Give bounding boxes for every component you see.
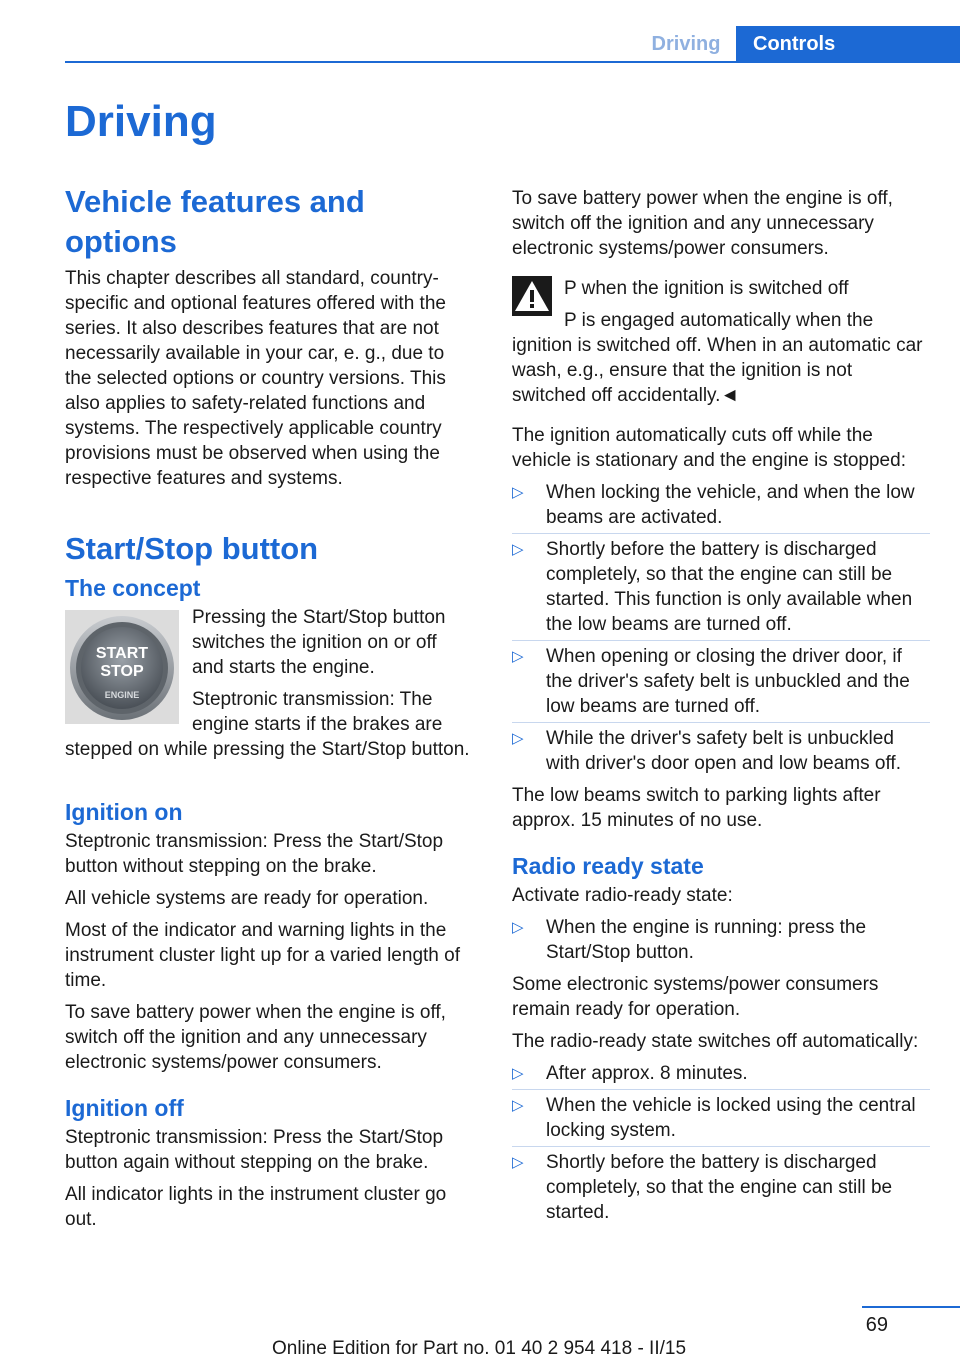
radio-activate-intro: Activate radio-ready state: <box>512 885 733 906</box>
list-item <box>512 1093 930 1143</box>
radio-ready-heading: Radio ready state <box>512 853 704 879</box>
header-tab-controls[interactable]: Controls <box>736 26 960 62</box>
battery-intro: To save battery power when the engine is off, switch off the ignition and any unnecessary electronic systems/power consumers. <box>512 188 893 259</box>
start-stop-button-icon <box>65 610 179 724</box>
bullet-triangle-icon: ▷ <box>512 541 524 558</box>
bullet-triangle-icon: ▷ <box>512 1097 524 1114</box>
list-item-text: When the engine is running: press the Start/Stop button. <box>546 917 867 963</box>
list-item-text: While the driver's safety belt is unbuckled with driver's door open and low beams off. <box>546 728 901 774</box>
vehicle-features-body: This chapter describes all standard, country-specific and optional features offered with the series. It also describes features that are not necessarily available in your car, e. g., due to the selected options or country versions. This also applies to safety-related functions and systems. The respectively applicable country provisions must be observed when using the respective features and systems. <box>65 268 446 489</box>
list-item-text: When locking the vehicle, and when the low beams are activated. <box>546 482 915 528</box>
ignition-on-p4: To save battery power when the engine is off, switch off the ignition and any unnecessary electronic systems/power consumers. <box>65 1002 446 1073</box>
header-tab-driving[interactable]: Driving <box>651 33 721 55</box>
start-stop-heading: Start/Stop button <box>65 531 319 566</box>
ignition-off-p1: Steptronic transmission: Press the Start/Stop button again without stepping on the brake. <box>65 1127 444 1173</box>
ignition-off-p2: All indicator lights in the instrument cluster go out. <box>65 1184 447 1230</box>
page-title: Driving <box>65 97 217 146</box>
list-item-text: When the vehicle is locked using the central locking system. <box>546 1095 916 1141</box>
list-item <box>512 537 930 637</box>
header-divider <box>65 61 960 63</box>
footer-divider <box>862 1306 960 1308</box>
concept-section <box>65 573 473 769</box>
radio-off-intro: The radio-ready state switches off automatically: <box>512 1031 919 1052</box>
warning-title: P when the ignition is switched off <box>564 278 849 299</box>
vehicle-features-heading: Vehicle features and options <box>65 184 365 259</box>
list-item <box>512 1150 930 1225</box>
bullet-triangle-icon: ▷ <box>512 648 524 665</box>
list-item <box>512 480 930 530</box>
bullet-triangle-icon: ▷ <box>512 730 524 747</box>
bullet-triangle-icon: ▷ <box>512 919 524 936</box>
ignition-on-p1: Steptronic transmission: Press the Start/Stop button without stepping on the brake. <box>65 831 444 877</box>
ignition-on-p2: All vehicle systems are ready for operation. <box>65 888 429 909</box>
ignition-off-heading: Ignition off <box>65 1095 184 1121</box>
warning-body: P is engaged automatically when the ignition is switched off. When in an automatic car wash, e.g., ensure that the ignition is not switched off accidentally.◄ <box>512 310 923 406</box>
bullet-triangle-icon: ▷ <box>512 484 524 501</box>
auto-cutoff-intro: The ignition automatically cuts off while the vehicle is stationary and the engine is stopped: <box>512 425 906 471</box>
edition-footer: Online Edition for Part no. 01 40 2 954 418 - II/15 <box>271 1338 687 1359</box>
image-label-engine: ENGINE <box>104 690 140 700</box>
list-item-text: After approx. 8 minutes. <box>546 1063 748 1084</box>
right-column <box>512 186 930 1232</box>
bullet-triangle-icon: ▷ <box>512 1154 524 1171</box>
concept-heading: The concept <box>65 575 201 601</box>
list-item <box>512 644 930 719</box>
left-column <box>65 182 473 1239</box>
list-item-text: Shortly before the battery is discharged completely, so that the engine can still be started. This function is only available when the low beams are turned off. <box>546 539 913 635</box>
page-number: 69 <box>865 1314 888 1336</box>
radio-activate-list <box>512 915 930 965</box>
low-beams-note: The low beams switch to parking lights after approx. 15 minutes of no use. <box>512 785 881 831</box>
radio-ready-p: Some electronic systems/power consumers remain ready for operation. <box>512 974 879 1020</box>
list-item-text: Shortly before the battery is discharged completely, so that the engine can still be started. <box>546 1152 893 1223</box>
image-label-start: START <box>95 645 149 662</box>
start-stop-button-image <box>65 610 179 724</box>
list-item <box>512 726 930 776</box>
ignition-on-p3: Most of the indicator and warning lights in the instrument cluster light up for a varied length of time. <box>65 920 460 991</box>
list-item <box>512 1061 930 1086</box>
radio-off-list <box>512 1061 930 1225</box>
list-item-text: When opening or closing the driver door, if the driver's safety belt is unbuckled and the low beams are turned off. <box>546 646 910 717</box>
ignition-on-heading: Ignition on <box>65 799 183 825</box>
auto-cutoff-list <box>512 480 930 776</box>
concept-p1: Pressing the Start/Stop button switches the ignition on or off and starts the engine. <box>192 607 446 678</box>
bullet-triangle-icon: ▷ <box>512 1065 524 1082</box>
concept-p2: Steptronic transmission: The engine starts if the brakes are stepped on while pressing the Start/Stop button. <box>65 689 470 760</box>
warning-icon <box>512 276 552 316</box>
list-item <box>512 915 930 965</box>
image-label-stop: STOP <box>100 663 144 680</box>
warning-box <box>512 276 930 415</box>
